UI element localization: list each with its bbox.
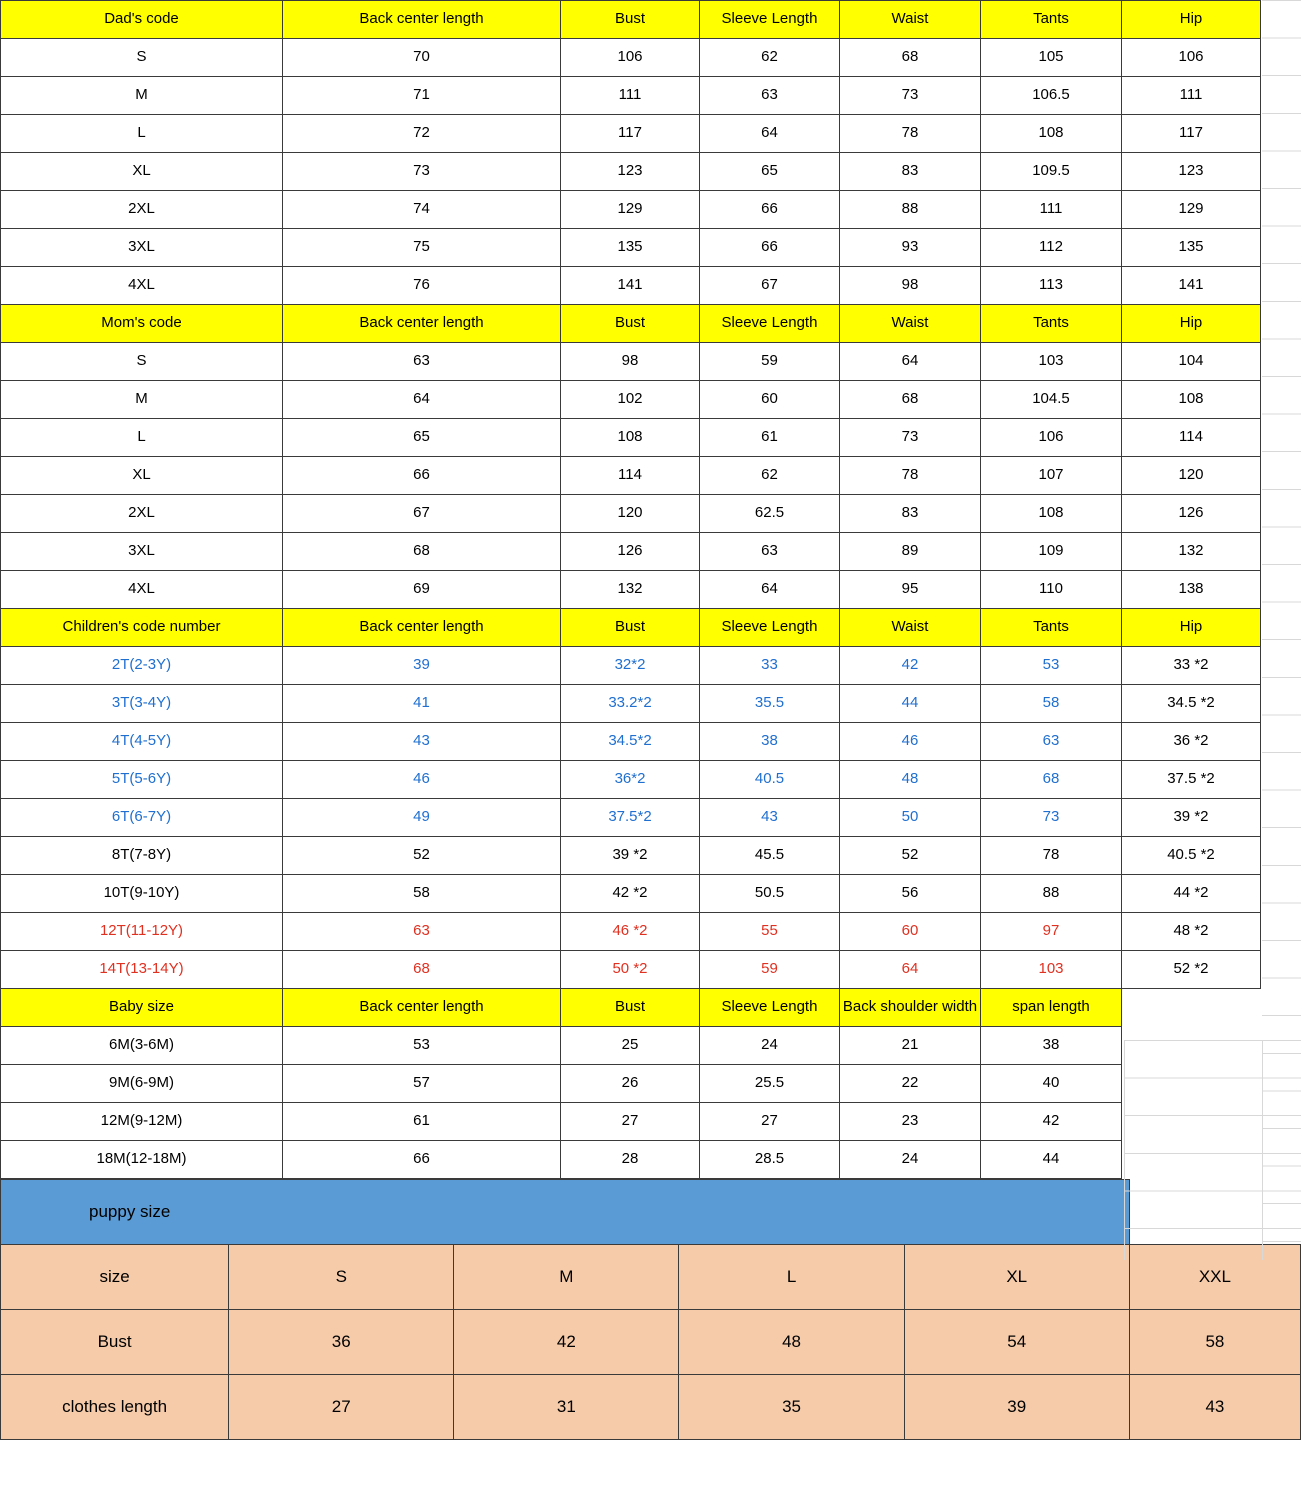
puppy-row-label: size — [1, 1244, 229, 1309]
measurement-cell: 22 — [840, 1065, 981, 1103]
measurement-cell: 44 — [981, 1141, 1122, 1179]
measurement-cell: 78 — [840, 115, 981, 153]
measurement-cell: 83 — [840, 495, 981, 533]
measurement-cell: 72 — [283, 115, 561, 153]
measurement-cell: 108 — [981, 115, 1122, 153]
measurement-cell: 58 — [283, 875, 561, 913]
size-label-cell: 5T(5-6Y) — [1, 761, 283, 799]
measurement-cell: 36 *2 — [1122, 723, 1261, 761]
measurement-cell: 109 — [981, 533, 1122, 571]
column-header: Sleeve Length — [700, 989, 840, 1027]
measurement-cell: 74 — [283, 191, 561, 229]
column-header: Hip — [1122, 609, 1261, 647]
measurement-cell: 67 — [283, 495, 561, 533]
measurement-cell: 95 — [840, 571, 981, 609]
puppy-measurement-cell: L — [679, 1244, 904, 1309]
column-header: Back center length — [283, 989, 561, 1027]
measurement-cell: 111 — [1122, 77, 1261, 115]
measurement-cell: 28.5 — [700, 1141, 840, 1179]
measurement-cell: 58 — [981, 685, 1122, 723]
measurement-cell: 108 — [1122, 381, 1261, 419]
measurement-cell: 61 — [700, 419, 840, 457]
measurement-cell: 66 — [283, 1141, 561, 1179]
measurement-cell: 75 — [283, 229, 561, 267]
measurement-cell: 42 — [981, 1103, 1122, 1141]
column-header: Baby size — [1, 989, 283, 1027]
measurement-cell: 110 — [981, 571, 1122, 609]
puppy-measurement-cell: 36 — [229, 1309, 454, 1374]
measurement-cell: 46 *2 — [561, 913, 700, 951]
puppy-section — [0, 1179, 1301, 1440]
measurement-cell: 71 — [283, 77, 561, 115]
size-label-cell: 18M(12-18M) — [1, 1141, 283, 1179]
measurement-cell: 34.5 *2 — [1122, 685, 1261, 723]
measurement-cell: 28 — [561, 1141, 700, 1179]
measurement-cell: 27 — [561, 1103, 700, 1141]
size-label-cell: L — [1, 419, 283, 457]
measurement-cell: 129 — [561, 191, 700, 229]
column-header: Dad's code — [1, 1, 283, 39]
measurement-cell: 73 — [840, 77, 981, 115]
column-header: Sleeve Length — [700, 609, 840, 647]
measurement-cell: 52 — [283, 837, 561, 875]
measurement-cell: 59 — [700, 343, 840, 381]
size-label-cell: 6T(6-7Y) — [1, 799, 283, 837]
size-label-cell: M — [1, 381, 283, 419]
measurement-cell: 45.5 — [700, 837, 840, 875]
size-label-cell: L — [1, 115, 283, 153]
measurement-cell: 59 — [700, 951, 840, 989]
measurement-cell: 106 — [981, 419, 1122, 457]
size-label-cell: M — [1, 77, 283, 115]
measurement-cell: 117 — [561, 115, 700, 153]
size-label-cell: 6M(3-6M) — [1, 1027, 283, 1065]
measurement-cell: 27 — [700, 1103, 840, 1141]
measurement-cell: 66 — [700, 229, 840, 267]
size-label-cell: 12M(9-12M) — [1, 1103, 283, 1141]
measurement-cell: 52 *2 — [1122, 951, 1261, 989]
measurement-cell: 48 — [840, 761, 981, 799]
measurement-cell: 88 — [981, 875, 1122, 913]
measurement-cell: 32*2 — [561, 647, 700, 685]
column-header: Waist — [840, 609, 981, 647]
measurement-cell: 73 — [840, 419, 981, 457]
measurement-cell: 120 — [561, 495, 700, 533]
measurement-cell: 36*2 — [561, 761, 700, 799]
measurement-cell: 66 — [283, 457, 561, 495]
measurement-cell: 40.5 — [700, 761, 840, 799]
measurement-cell: 98 — [561, 343, 700, 381]
measurement-cell: 98 — [840, 267, 981, 305]
table-row — [1, 1103, 1261, 1141]
table-row — [1, 647, 1261, 685]
measurement-cell: 35.5 — [700, 685, 840, 723]
size-label-cell: 3T(3-4Y) — [1, 685, 283, 723]
measurement-cell: 73 — [283, 153, 561, 191]
measurement-cell: 102 — [561, 381, 700, 419]
measurement-cell: 103 — [981, 951, 1122, 989]
measurement-cell: 21 — [840, 1027, 981, 1065]
table-row — [1, 913, 1261, 951]
puppy-size-table — [0, 1179, 1301, 1440]
puppy-table-row — [1, 1244, 1301, 1309]
measurement-cell: 67 — [700, 267, 840, 305]
puppy-row-label: clothes length — [1, 1374, 229, 1439]
measurement-cell: 62.5 — [700, 495, 840, 533]
measurement-cell: 39 — [283, 647, 561, 685]
column-header: Tants — [981, 305, 1122, 343]
measurement-cell: 50 — [840, 799, 981, 837]
measurement-cell: 66 — [700, 191, 840, 229]
table-row — [1, 1141, 1261, 1179]
size-label-cell: 4XL — [1, 571, 283, 609]
puppy-measurement-cell: 58 — [1129, 1309, 1300, 1374]
measurement-cell: 43 — [283, 723, 561, 761]
column-header: Back center length — [283, 305, 561, 343]
measurement-cell: 117 — [1122, 115, 1261, 153]
column-header: Sleeve Length — [700, 305, 840, 343]
measurement-cell: 57 — [283, 1065, 561, 1103]
table-row — [1, 685, 1261, 723]
measurement-cell: 38 — [981, 1027, 1122, 1065]
measurement-cell: 107 — [981, 457, 1122, 495]
measurement-cell: 129 — [1122, 191, 1261, 229]
measurement-cell: 44 *2 — [1122, 875, 1261, 913]
measurement-cell: 135 — [561, 229, 700, 267]
measurement-cell: 68 — [981, 761, 1122, 799]
measurement-cell: 62 — [700, 39, 840, 77]
puppy-measurement-cell: 31 — [454, 1374, 679, 1439]
table-row — [1, 837, 1261, 875]
measurement-cell: 34.5*2 — [561, 723, 700, 761]
size-label-cell: S — [1, 39, 283, 77]
size-label-cell: 8T(7-8Y) — [1, 837, 283, 875]
column-header: Bust — [561, 305, 700, 343]
measurement-cell: 69 — [283, 571, 561, 609]
measurement-cell: 64 — [283, 381, 561, 419]
measurement-cell: 24 — [700, 1027, 840, 1065]
measurement-cell: 105 — [981, 39, 1122, 77]
measurement-cell: 83 — [840, 153, 981, 191]
measurement-cell: 46 — [840, 723, 981, 761]
measurement-cell: 68 — [283, 951, 561, 989]
puppy-measurement-cell: XXL — [1129, 1244, 1300, 1309]
puppy-measurement-cell: 35 — [679, 1374, 904, 1439]
measurement-cell: 37.5 *2 — [1122, 761, 1261, 799]
measurement-cell: 108 — [981, 495, 1122, 533]
column-header: Mom's code — [1, 305, 283, 343]
column-header: Waist — [840, 1, 981, 39]
measurement-cell: 68 — [840, 39, 981, 77]
measurement-cell: 64 — [700, 571, 840, 609]
table-row — [1, 267, 1261, 305]
measurement-cell: 123 — [1122, 153, 1261, 191]
measurement-cell: 112 — [981, 229, 1122, 267]
measurement-cell: 64 — [840, 951, 981, 989]
measurement-cell: 53 — [981, 647, 1122, 685]
measurement-cell: 126 — [561, 533, 700, 571]
measurement-cell: 89 — [840, 533, 981, 571]
measurement-cell: 109.5 — [981, 153, 1122, 191]
measurement-cell: 61 — [283, 1103, 561, 1141]
size-label-cell: 2XL — [1, 191, 283, 229]
puppy-measurement-cell: M — [454, 1244, 679, 1309]
measurement-cell: 49 — [283, 799, 561, 837]
puppy-title-row — [1, 1180, 1301, 1245]
puppy-table-row — [1, 1374, 1301, 1439]
header-row-moms — [1, 305, 1261, 343]
measurement-cell: 141 — [561, 267, 700, 305]
puppy-measurement-cell: S — [229, 1244, 454, 1309]
measurement-cell: 63 — [283, 343, 561, 381]
measurement-cell: 24 — [840, 1141, 981, 1179]
measurement-cell: 40 — [981, 1065, 1122, 1103]
table-row — [1, 39, 1261, 77]
puppy-measurement-cell: 54 — [904, 1309, 1129, 1374]
measurement-cell: 63 — [700, 533, 840, 571]
measurement-cell: 114 — [561, 457, 700, 495]
table-row — [1, 381, 1261, 419]
measurement-cell: 114 — [1122, 419, 1261, 457]
measurement-cell: 104 — [1122, 343, 1261, 381]
measurement-cell: 38 — [700, 723, 840, 761]
measurement-cell: 63 — [283, 913, 561, 951]
header-row-children — [1, 609, 1261, 647]
measurement-cell: 65 — [283, 419, 561, 457]
measurement-cell: 106 — [1122, 39, 1261, 77]
measurement-cell: 26 — [561, 1065, 700, 1103]
measurement-cell: 108 — [561, 419, 700, 457]
measurement-cell: 63 — [700, 77, 840, 115]
measurement-cell: 97 — [981, 913, 1122, 951]
measurement-cell: 78 — [840, 457, 981, 495]
measurement-cell: 50.5 — [700, 875, 840, 913]
measurement-cell: 37.5*2 — [561, 799, 700, 837]
size-label-cell: 4XL — [1, 267, 283, 305]
puppy-measurement-cell: 27 — [229, 1374, 454, 1439]
measurement-cell: 123 — [561, 153, 700, 191]
table-row — [1, 457, 1261, 495]
size-label-cell: 14T(13-14Y) — [1, 951, 283, 989]
measurement-cell: 93 — [840, 229, 981, 267]
column-header: Hip — [1122, 1, 1261, 39]
column-header: Children's code number — [1, 609, 283, 647]
empty-cell — [1122, 989, 1261, 1027]
table-row — [1, 77, 1261, 115]
size-label-cell: 10T(9-10Y) — [1, 875, 283, 913]
measurement-cell: 64 — [700, 115, 840, 153]
measurement-cell: 43 — [700, 799, 840, 837]
header-row-baby — [1, 989, 1261, 1027]
column-header: Back center length — [283, 609, 561, 647]
measurement-cell: 64 — [840, 343, 981, 381]
measurement-cell: 39 *2 — [1122, 799, 1261, 837]
measurement-cell: 65 — [700, 153, 840, 191]
measurement-cell: 106.5 — [981, 77, 1122, 115]
puppy-row-label: Bust — [1, 1309, 229, 1374]
measurement-cell: 70 — [283, 39, 561, 77]
column-header: Bust — [561, 609, 700, 647]
column-header: Waist — [840, 305, 981, 343]
measurement-cell: 103 — [981, 343, 1122, 381]
measurement-cell: 46 — [283, 761, 561, 799]
measurement-cell: 141 — [1122, 267, 1261, 305]
measurement-cell: 63 — [981, 723, 1122, 761]
size-label-cell: S — [1, 343, 283, 381]
measurement-cell: 53 — [283, 1027, 561, 1065]
table-row — [1, 229, 1261, 267]
column-header: Hip — [1122, 305, 1261, 343]
measurement-cell: 60 — [700, 381, 840, 419]
measurement-cell: 42 — [840, 647, 981, 685]
measurement-cell: 33 *2 — [1122, 647, 1261, 685]
measurement-cell: 48 *2 — [1122, 913, 1261, 951]
size-label-cell: 2T(2-3Y) — [1, 647, 283, 685]
puppy-measurement-cell: 43 — [1129, 1374, 1300, 1439]
column-header: span length — [981, 989, 1122, 1027]
measurement-cell: 55 — [700, 913, 840, 951]
table-row — [1, 115, 1261, 153]
size-label-cell: 3XL — [1, 229, 283, 267]
measurement-cell: 88 — [840, 191, 981, 229]
measurement-cell: 68 — [840, 381, 981, 419]
table-row — [1, 571, 1261, 609]
measurement-cell: 25 — [561, 1027, 700, 1065]
size-label-cell: XL — [1, 153, 283, 191]
measurement-cell: 135 — [1122, 229, 1261, 267]
measurement-cell: 132 — [561, 571, 700, 609]
measurement-cell: 42 *2 — [561, 875, 700, 913]
measurement-cell: 25.5 — [700, 1065, 840, 1103]
column-header: Back shoulder width — [840, 989, 981, 1027]
measurement-cell: 120 — [1122, 457, 1261, 495]
size-label-cell: 3XL — [1, 533, 283, 571]
measurement-cell: 68 — [283, 533, 561, 571]
column-header: Tants — [981, 609, 1122, 647]
measurement-cell: 33 — [700, 647, 840, 685]
column-header: Sleeve Length — [700, 1, 840, 39]
puppy-title: puppy size — [1, 1180, 1130, 1245]
measurement-cell: 41 — [283, 685, 561, 723]
header-row-dads — [1, 1, 1261, 39]
table-row — [1, 951, 1261, 989]
size-label-cell: XL — [1, 457, 283, 495]
table-row — [1, 495, 1261, 533]
measurement-cell: 56 — [840, 875, 981, 913]
measurement-cell: 62 — [700, 457, 840, 495]
puppy-measurement-cell: 39 — [904, 1374, 1129, 1439]
puppy-measurement-cell: 48 — [679, 1309, 904, 1374]
size-label-cell: 12T(11-12Y) — [1, 913, 283, 951]
measurement-cell: 126 — [1122, 495, 1261, 533]
table-row — [1, 761, 1261, 799]
measurement-cell: 111 — [981, 191, 1122, 229]
measurement-cell: 33.2*2 — [561, 685, 700, 723]
table-row — [1, 419, 1261, 457]
measurement-cell: 132 — [1122, 533, 1261, 571]
size-label-cell: 9M(6-9M) — [1, 1065, 283, 1103]
size-label-cell: 4T(4-5Y) — [1, 723, 283, 761]
table-row — [1, 723, 1261, 761]
measurement-cell: 104.5 — [981, 381, 1122, 419]
column-header: Back center length — [283, 1, 561, 39]
measurement-cell: 73 — [981, 799, 1122, 837]
measurement-cell: 40.5 *2 — [1122, 837, 1261, 875]
column-header: Tants — [981, 1, 1122, 39]
measurement-cell: 113 — [981, 267, 1122, 305]
puppy-table-row — [1, 1309, 1301, 1374]
table-row — [1, 799, 1261, 837]
measurement-cell: 106 — [561, 39, 700, 77]
measurement-cell: 78 — [981, 837, 1122, 875]
table-row — [1, 191, 1261, 229]
measurement-cell: 52 — [840, 837, 981, 875]
spreadsheet-gridlines-baby-right — [1124, 1040, 1301, 1260]
table-row — [1, 1065, 1261, 1103]
measurement-cell: 39 *2 — [561, 837, 700, 875]
puppy-measurement-cell: XL — [904, 1244, 1129, 1309]
column-header: Bust — [561, 1, 700, 39]
column-header: Bust — [561, 989, 700, 1027]
table-row — [1, 875, 1261, 913]
puppy-measurement-cell: 42 — [454, 1309, 679, 1374]
measurement-cell: 23 — [840, 1103, 981, 1141]
measurement-cell: 111 — [561, 77, 700, 115]
measurement-cell: 44 — [840, 685, 981, 723]
table-row — [1, 533, 1261, 571]
measurement-cell: 76 — [283, 267, 561, 305]
measurement-cell: 138 — [1122, 571, 1261, 609]
table-row — [1, 1027, 1261, 1065]
table-row — [1, 343, 1261, 381]
measurement-cell: 50 *2 — [561, 951, 700, 989]
table-row — [1, 153, 1261, 191]
size-label-cell: 2XL — [1, 495, 283, 533]
measurement-cell: 60 — [840, 913, 981, 951]
